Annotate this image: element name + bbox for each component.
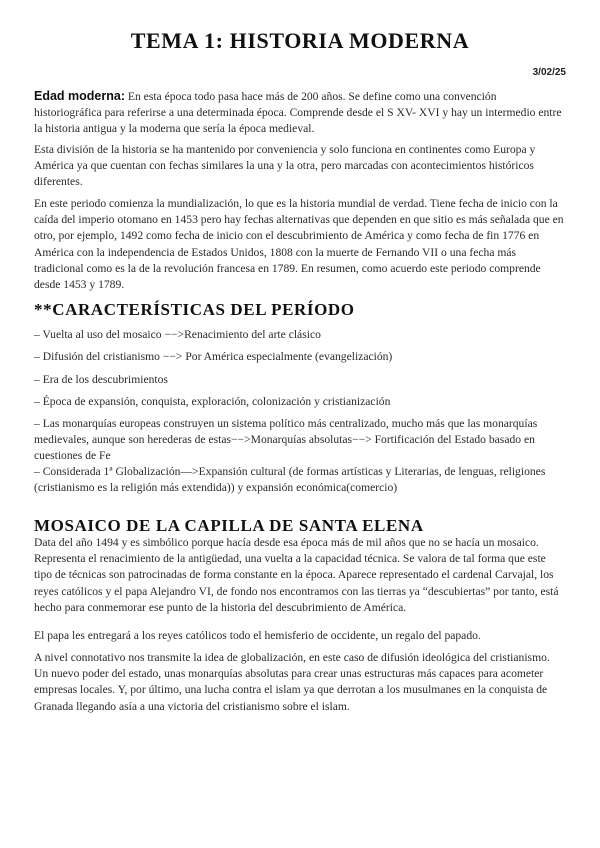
characteristic-item: – Vuelta al uso del mosaico −−>Renacimiento del arte clásico [34,328,321,341]
characteristic-item: – Época de expansión, conquista, exploración, colonización y cristianización [34,395,391,408]
intro-paragraph-1 [34,88,566,138]
page-title: TEMA 1: HISTORIA MODERNA [130,28,470,53]
mosaic-paragraph-3: A nivel connotativo nos transmite la idea de globalización, en este caso de difusión ideológica del cristianismo. Un nuevo poder del estado, unas monarquías absolutas para crear unas estructuras más capaces para acometer empresas locales. Y, por último, una lucha contra el islam ya que derrotan a los musulmanes en la conquista de Granada llegando asía a una victoria del cristianismo sobre el islam. [34,651,550,713]
characteristics-heading: **CARACTERÍSTICAS DEL PERÍODO [34,300,355,319]
characteristic-item: – Difusión del cristianismo −−> Por América especialmente (evangelización) [34,350,393,363]
characteristic-item: – Las monarquías europeas construyen un sistema político más centralizado, mucho más que las monarquías medievales, aunque son herederas de estas−−>Monarquías absolutas−−> Fortificación del Estado basado en cuestiones de Fe [34,417,538,463]
intro-lead-label: Edad moderna: [34,89,125,103]
mosaic-paragraph-2: El papa les entregará a los reyes católicos todo el hemisferio de occidente, un regalo del papado. [34,629,481,642]
characteristic-item: – Era de los descubrimientos [34,373,168,386]
intro-lead-text: En esta época todo pasa hace más de 200 años. Se define como una convención historiográfica para referirse a una determinada época. Comprende desde el S XV- XVI y hay un intermedio entre la historia antigua y la moderna que sería la época medieval. [34,90,562,136]
characteristic-item: – Considerada 1ª Globalización—>Expansión cultural (de formas artísticas y Literarias, de lenguas, religiones (cristianismo es la religión más extendida)) y expansión económica(comercio) [34,465,546,495]
document-date: 3/02/25 [532,67,566,78]
intro-paragraph-3: En este periodo comienza la mundialización, lo que es la historia mundial de verdad. Tiene fecha de inicio con la caída del imperio otomano en 1453 pero hay fechas alternativas que dependen en que sitio es más señalada que en otro, por ejemplo, 1492 como fecha de inicio con el descubrimiento de América y como fecha de fin 1776 en América con la independencia de Estados Unidos, 1808 con la muerte de Fernando VII o una fecha más tradicional como es la de la revolución francesa en 1789. En resumen, como acuerdo este periodo comprende desde 1453 y 1789. [34,197,564,292]
mosaic-heading: MOSAICO DE LA CAPILLA DE SANTA ELENA [34,516,424,535]
mosaic-paragraph-1: Data del año 1494 y es simbólico porque hacía desde esa época más de mil años que no se hacía un mosaico. Representa el renacimiento de la antigüedad, una vuelta a la capacidad técnica. Se valora de tal forma que este tipo de técnicas son patrocinadas de forma constante en la época. Aparece representado el cardenal Carvajal, los reyes católicos y el papa Alejandro VI, de fondo nos encontramos con las tierras ya “descubiertas” por tanto, está hecho para conmemorar ese punto de la historia del descubrimiento de América. [34,536,559,614]
intro-paragraph-2: Esta división de la historia se ha mantenido por conveniencia y solo funciona en continentes como Europa y América ya que cuentan con fechas similares la una y la otra, pero marcadas con acontecimientos históricos diferentes. [34,143,536,189]
